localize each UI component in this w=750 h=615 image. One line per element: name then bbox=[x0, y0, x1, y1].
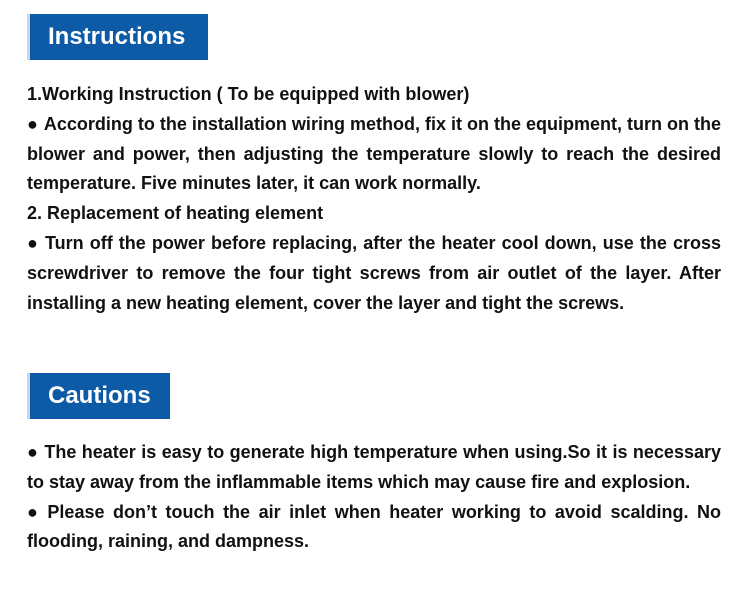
replacement-text: Turn off the power before replacing, after the heater cool down, use the cross screwdriver to remove the four tight screws from air outlet of the layer. After installing a new heating element, cover the layer and tight the screws. bbox=[27, 232, 721, 313]
working-instruction-text: According to the installation wiring method, fix it on the equipment, turn on the blower and power, then adjusting the temperature slowly to reach the desired temperature. Five minutes later, it can work normally. bbox=[27, 113, 721, 194]
caution-text-1: The heater is easy to generate high temperature when using.So it is necessary to stay away from the inflammable items which may cause fire and explosion. bbox=[27, 442, 721, 492]
bullet-icon: ● bbox=[27, 113, 38, 134]
instructions-title: Instructions bbox=[48, 23, 186, 50]
replacement-item bbox=[27, 229, 721, 318]
cautions-title: Cautions bbox=[48, 382, 151, 409]
working-instruction-item bbox=[27, 110, 721, 199]
caution-text-2: Please don’t touch the air inlet when heater working to avoid scalding. No flooding, raining, and dampness. bbox=[27, 501, 721, 552]
instructions-content bbox=[27, 80, 721, 318]
caution-item-1 bbox=[27, 438, 721, 498]
working-instruction-heading: 1.Working Instruction ( To be equipped with blower) bbox=[27, 84, 470, 104]
caution-item-2 bbox=[27, 498, 721, 558]
bullet-icon: ● bbox=[27, 501, 42, 522]
instructions-header bbox=[30, 14, 208, 60]
replacement-heading: 2. Replacement of heating element bbox=[27, 203, 324, 224]
bullet-icon: ● bbox=[27, 442, 39, 462]
bullet-icon: ● bbox=[27, 232, 39, 253]
cautions-content bbox=[27, 438, 721, 557]
cautions-header bbox=[30, 373, 170, 419]
